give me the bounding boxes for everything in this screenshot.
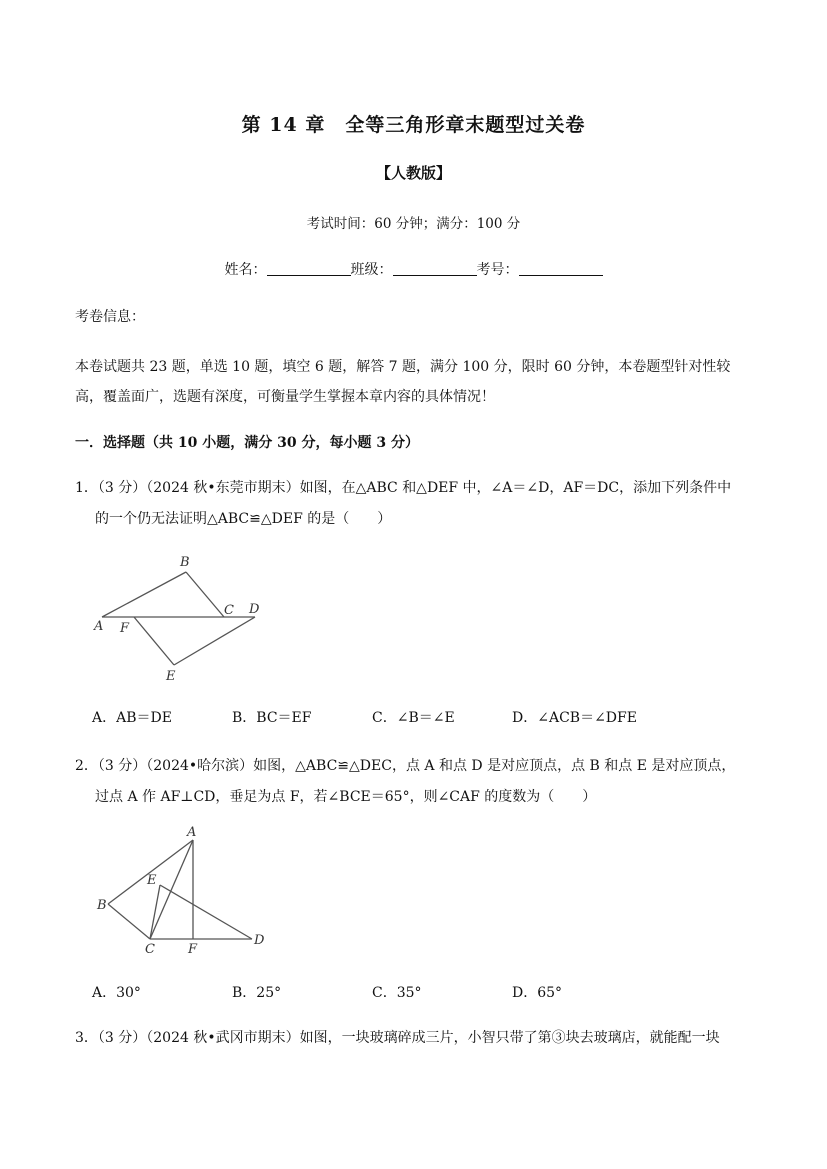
fig1-label-e: E bbox=[166, 669, 176, 684]
q2-option-d[interactable]: D．65° bbox=[512, 985, 563, 1001]
question-1-options bbox=[92, 707, 652, 727]
question-1-line1: 1．（3 分）（2024 秋•东莞市期末）如图，在△ABC 和△DEF 中，∠A＝∠D，AF＝DC，添加下列条件中 bbox=[75, 480, 732, 496]
fig2-label-a: A bbox=[187, 825, 197, 840]
name-label: 姓名： bbox=[224, 262, 267, 278]
question-3-line1: 3．（3 分）（2024 秋•武冈市期末）如图，一块玻璃碎成三片，小智只带了第③块去玻璃店，就能配一块 bbox=[75, 1030, 720, 1046]
exam-info-label: 考卷信息： bbox=[75, 309, 145, 325]
number-blank[interactable] bbox=[519, 261, 603, 276]
fig2-line-ed bbox=[160, 885, 252, 939]
fig2-label-f: F bbox=[188, 942, 198, 957]
fig1-label-d: D bbox=[249, 602, 260, 617]
student-info-fields bbox=[0, 259, 827, 279]
q2-option-c[interactable]: C．35° bbox=[372, 985, 422, 1001]
fig1-label-c: C bbox=[224, 603, 234, 618]
fig1-label-f: F bbox=[120, 621, 130, 636]
fig2-label-b: B bbox=[97, 898, 107, 913]
fig2-line-ce bbox=[150, 885, 160, 939]
section-title: 一．选择题（共 10 小题，满分 30 分，每小题 3 分） bbox=[75, 435, 419, 451]
question-1 bbox=[75, 473, 765, 535]
number-label: 考号： bbox=[476, 262, 519, 278]
class-label: 班级： bbox=[350, 262, 393, 278]
fig1-line-fe bbox=[134, 617, 174, 665]
edition-label: 【人教版】 bbox=[375, 164, 451, 182]
question-3 bbox=[75, 1023, 765, 1054]
question-1-line2: 的一个仍无法证明△ABC≌△DEF 的是（ ） bbox=[95, 511, 392, 527]
name-blank[interactable] bbox=[267, 261, 351, 276]
fig2-line-ca bbox=[150, 840, 193, 939]
fig1-label-b: B bbox=[180, 555, 190, 570]
fig1-label-a: A bbox=[94, 619, 104, 634]
question-1-figure bbox=[90, 550, 280, 685]
fig2-label-c: C bbox=[145, 942, 155, 957]
question-2-line1: 2．（3 分）（2024•哈尔滨）如图，△ABC≌△DEC，点 A 和点 D 是对应顶点，点 B 和点 E 是对应顶点， bbox=[75, 758, 736, 774]
q2-option-b[interactable]: B．25° bbox=[232, 985, 282, 1001]
class-blank[interactable] bbox=[393, 261, 477, 276]
fig2-line-bc bbox=[108, 904, 150, 939]
q2-option-a[interactable]: A．30° bbox=[92, 985, 141, 1001]
q1-option-b[interactable]: B．BC＝EF bbox=[232, 710, 312, 726]
fig2-label-e: E bbox=[147, 873, 157, 888]
q1-option-d[interactable]: D．∠ACB＝∠DFE bbox=[512, 710, 637, 726]
question-2-line2: 过点 A 作 AF⊥CD，垂足为点 F，若∠BCE＝65°，则∠CAF 的度数为（ ） bbox=[95, 789, 597, 805]
question-2-figure bbox=[90, 822, 280, 962]
q1-option-c[interactable]: C．∠B＝∠E bbox=[372, 710, 455, 726]
q1-option-a[interactable]: A．AB＝DE bbox=[92, 710, 172, 726]
fig1-line-ab bbox=[102, 572, 186, 617]
exam-info-text: 本卷试题共 23 题，单选 10 题，填空 6 题，解答 7 题，满分 100 分，限时 60 分钟，本卷题型针对性较高，覆盖面广，选题有深度，可衡量学生掌握本章内容的具体情况！ bbox=[75, 359, 731, 405]
fig2-line-ba bbox=[108, 840, 193, 904]
fig1-line-bc bbox=[186, 572, 224, 617]
question-2 bbox=[75, 751, 765, 813]
exam-time-info: 考试时间：60 分钟；满分：100 分 bbox=[306, 216, 521, 232]
question-2-options bbox=[92, 982, 652, 1002]
fig1-line-ed bbox=[174, 617, 255, 665]
fig2-label-d: D bbox=[254, 933, 265, 948]
page-title: 第 14 章 全等三角形章末题型过关卷 bbox=[241, 114, 586, 136]
